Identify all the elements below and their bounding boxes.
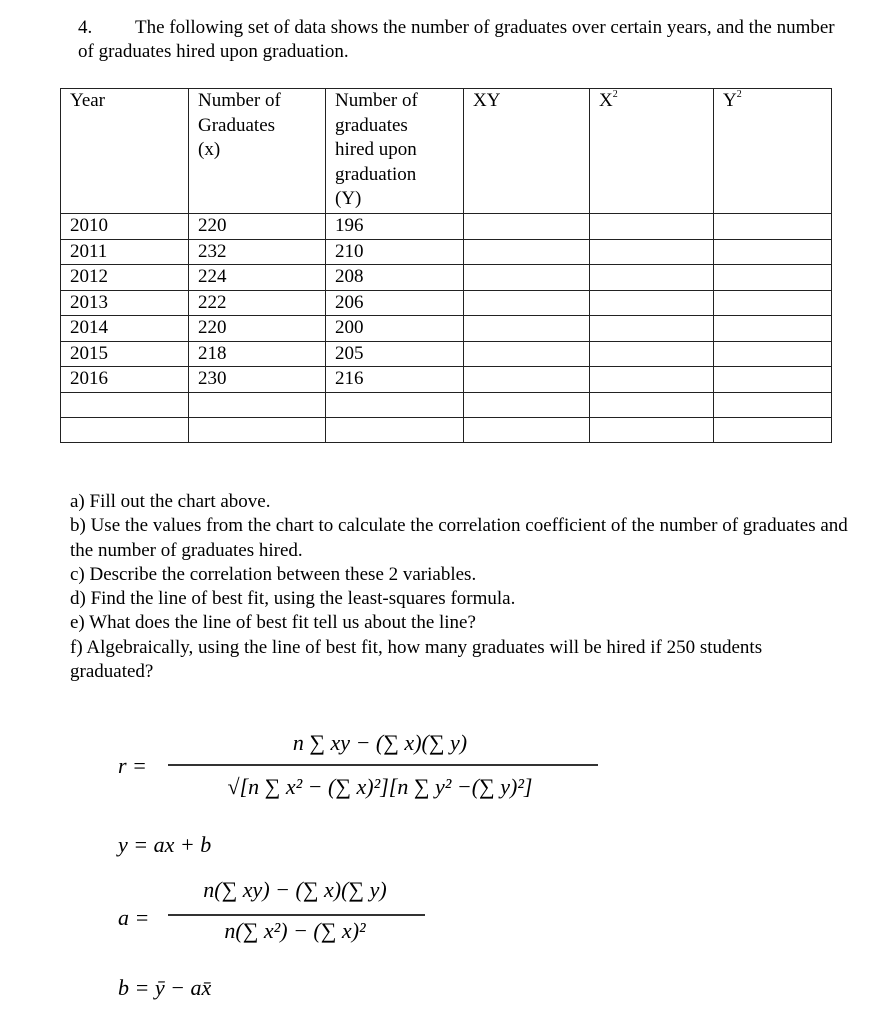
table-row: [61, 392, 832, 417]
r-fraction-bar: [168, 764, 598, 766]
table-cell: [590, 367, 714, 393]
question: [78, 16, 838, 64]
question-text: The following set of data shows the number of graduates over certain years, and the number of graduates hired upon graduation.: [78, 17, 835, 62]
table-cell: [464, 316, 590, 342]
table-cell: [590, 290, 714, 316]
part-e: e) What does the line of best fit tell us about the line?: [70, 612, 476, 634]
table-cell: [326, 417, 464, 442]
table-header-row: [61, 89, 832, 214]
table-cell: [464, 341, 590, 367]
table-cell: 2012: [61, 265, 189, 291]
table-cell: [464, 265, 590, 291]
table-cell: [326, 392, 464, 417]
a-lhs: a =: [118, 905, 150, 930]
table-cell: [714, 367, 832, 393]
table-cell: [464, 417, 590, 442]
table-cell: 210: [326, 239, 464, 265]
table-cell: 2011: [61, 239, 189, 265]
header-year: Year: [61, 89, 189, 214]
part-d: d) Find the line of best fit, using the least-squares formula.: [70, 588, 516, 610]
part-c: c) Describe the correlation between these 2 variables.: [70, 563, 477, 585]
table-row: [61, 239, 832, 265]
table-cell: [464, 392, 590, 417]
table-cell: [714, 392, 832, 417]
table-cell: [464, 367, 590, 393]
table-cell: [714, 316, 832, 342]
table-row: [61, 417, 832, 442]
table-cell: 216: [326, 367, 464, 393]
r-denominator: √[n ∑ x² − (∑ x)²][n ∑ y² −(∑ y)²]: [227, 774, 533, 799]
part-a: a) Fill out the chart above.: [70, 491, 271, 512]
table-cell: [464, 239, 590, 265]
header-x2: $X^2$: [590, 89, 714, 214]
table-cell: 232: [189, 239, 326, 265]
table-cell: [189, 417, 326, 442]
a-numerator: n(∑ xy) − (∑ x)(∑ y): [203, 877, 387, 902]
part-f: f) Algebraically, using the line of best fit, how many graduates will be hired if 250 students graduated?: [70, 636, 763, 683]
table-cell: [714, 417, 832, 442]
table-cell: 224: [189, 265, 326, 291]
table-cell: [590, 392, 714, 417]
table-cell: [590, 265, 714, 291]
r-numerator: n ∑ xy − (∑ x)(∑ y): [292, 730, 468, 755]
table-cell: [714, 341, 832, 367]
table-cell: 205: [326, 341, 464, 367]
table-cell: 2010: [61, 214, 189, 240]
header-y2: $Y^2$: [714, 89, 832, 214]
table-row: [61, 290, 832, 316]
table-cell: [464, 290, 590, 316]
table-cell: 2015: [61, 341, 189, 367]
table-cell: 222: [189, 290, 326, 316]
table-cell: 200: [326, 316, 464, 342]
table-cell: [590, 214, 714, 240]
table-row: [61, 214, 832, 240]
table-cell: 220: [189, 214, 326, 240]
table-cell: [590, 417, 714, 442]
data-table: [60, 88, 832, 443]
header-hired: Number of graduates hired upon graduation (Y): [326, 89, 464, 214]
table-cell: [714, 239, 832, 265]
table-cell: 2016: [61, 367, 189, 393]
table-cell: [61, 417, 189, 442]
table-cell: [464, 214, 590, 240]
a-fraction-bar: [168, 914, 425, 916]
table-cell: 206: [326, 290, 464, 316]
table-cell: 220: [189, 316, 326, 342]
table-cell: [590, 341, 714, 367]
line-equation: y = ax + b: [118, 832, 212, 857]
table-cell: 196: [326, 214, 464, 240]
table-cell: [61, 392, 189, 417]
header-graduates: Number of Graduates (x): [189, 89, 326, 214]
table-cell: [714, 214, 832, 240]
r-lhs: r =: [118, 753, 147, 778]
part-b: b) Use the values from the chart to calculate the correlation coefficient of the number of graduates and the number of graduates hired.: [70, 515, 848, 561]
table-row: [61, 367, 832, 393]
question-number: 4.: [78, 17, 93, 38]
table-cell: 2013: [61, 290, 189, 316]
header-xy: XY: [464, 89, 590, 214]
a-denominator: n(∑ x²) − (∑ x)²: [224, 918, 366, 943]
question-parts: [70, 490, 850, 684]
table-cell: 218: [189, 341, 326, 367]
table-row: [61, 341, 832, 367]
table-cell: [714, 265, 832, 291]
table-cell: 2014: [61, 316, 189, 342]
table-cell: [189, 392, 326, 417]
b-equation: b = ȳ − ax̄: [118, 975, 212, 1000]
table-cell: [590, 316, 714, 342]
table-cell: 208: [326, 265, 464, 291]
table-row: [61, 265, 832, 291]
table-cell: [714, 290, 832, 316]
table-row: [61, 316, 832, 342]
table-cell: [590, 239, 714, 265]
table-cell: 230: [189, 367, 326, 393]
